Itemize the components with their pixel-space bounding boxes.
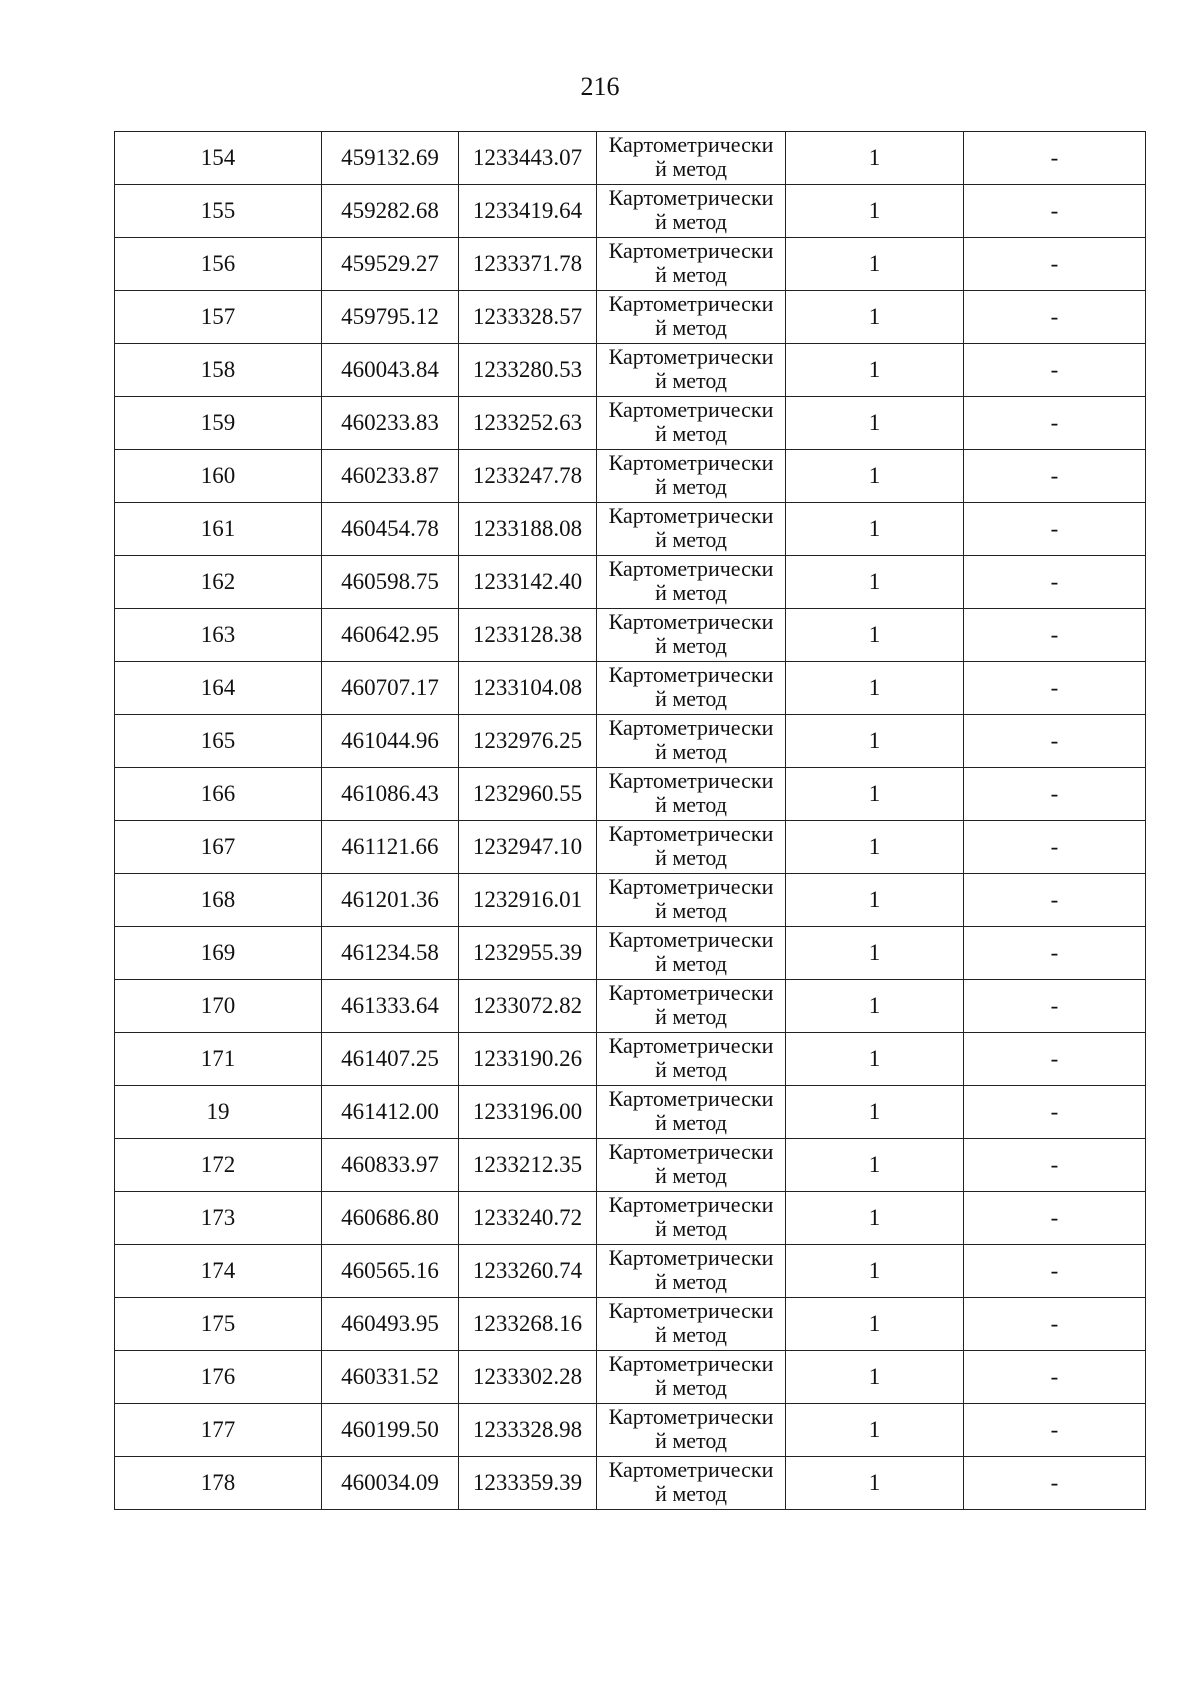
- method-text-line: Картометрически: [608, 450, 774, 475]
- y-coordinate-cell: 1233359.39: [459, 1457, 597, 1510]
- method-text-line: Картометрически: [608, 609, 774, 634]
- table-row: [115, 291, 1146, 344]
- method-text-line: Картометрически: [608, 1298, 774, 1323]
- y-coordinate-cell: 1233252.63: [459, 397, 597, 450]
- table-row: [115, 1139, 1146, 1192]
- note-cell: -: [964, 1139, 1146, 1192]
- x-coordinate-cell: 460233.87: [322, 450, 459, 503]
- method-cell: [597, 1245, 786, 1298]
- note-cell: -: [964, 1298, 1146, 1351]
- method-cell: [597, 1086, 786, 1139]
- method-text-line: й метод: [655, 792, 727, 817]
- point-number-cell: 165: [115, 715, 322, 768]
- method-text-line: Картометрически: [608, 1351, 774, 1376]
- method-text-line: Картометрически: [608, 821, 774, 846]
- method-text-line: Картометрически: [608, 874, 774, 899]
- accuracy-cell: 1: [786, 1457, 964, 1510]
- table-row: [115, 874, 1146, 927]
- y-coordinate-cell: 1233268.16: [459, 1298, 597, 1351]
- method-cell: [597, 980, 786, 1033]
- x-coordinate-cell: 461333.64: [322, 980, 459, 1033]
- method-text-line: Картометрически: [608, 1033, 774, 1058]
- accuracy-cell: 1: [786, 874, 964, 927]
- y-coordinate-cell: 1233212.35: [459, 1139, 597, 1192]
- x-coordinate-cell: 460686.80: [322, 1192, 459, 1245]
- x-coordinate-cell: 461201.36: [322, 874, 459, 927]
- method-text-line: й метод: [655, 845, 727, 870]
- accuracy-cell: 1: [786, 132, 964, 185]
- method-cell: [597, 662, 786, 715]
- accuracy-cell: 1: [786, 556, 964, 609]
- method-cell: [597, 1192, 786, 1245]
- table-row: [115, 344, 1146, 397]
- method-text-line: й метод: [655, 421, 727, 446]
- method-text-line: й метод: [655, 474, 727, 499]
- y-coordinate-cell: 1233072.82: [459, 980, 597, 1033]
- note-cell: -: [964, 1351, 1146, 1404]
- table-row: [115, 662, 1146, 715]
- note-cell: -: [964, 556, 1146, 609]
- note-cell: -: [964, 1404, 1146, 1457]
- point-number-cell: 156: [115, 238, 322, 291]
- table-row: [115, 1192, 1146, 1245]
- note-cell: -: [964, 132, 1146, 185]
- method-text-line: й метод: [655, 1057, 727, 1082]
- point-number-cell: 154: [115, 132, 322, 185]
- accuracy-cell: 1: [786, 344, 964, 397]
- method-text-line: й метод: [655, 1163, 727, 1188]
- method-text-line: Картометрически: [608, 1192, 774, 1217]
- point-number-cell: 166: [115, 768, 322, 821]
- x-coordinate-cell: 459132.69: [322, 132, 459, 185]
- accuracy-cell: 1: [786, 291, 964, 344]
- y-coordinate-cell: 1232960.55: [459, 768, 597, 821]
- point-number-cell: 164: [115, 662, 322, 715]
- table-row: [115, 503, 1146, 556]
- note-cell: -: [964, 238, 1146, 291]
- point-number-cell: 176: [115, 1351, 322, 1404]
- table-row: [115, 1457, 1146, 1510]
- y-coordinate-cell: 1233419.64: [459, 185, 597, 238]
- method-text-line: Картометрически: [608, 662, 774, 687]
- method-text-line: Картометрически: [608, 1086, 774, 1111]
- table-row: [115, 397, 1146, 450]
- accuracy-cell: 1: [786, 185, 964, 238]
- note-cell: -: [964, 1457, 1146, 1510]
- point-number-cell: 159: [115, 397, 322, 450]
- y-coordinate-cell: 1233188.08: [459, 503, 597, 556]
- note-cell: -: [964, 450, 1146, 503]
- method-cell: [597, 609, 786, 662]
- method-cell: [597, 1033, 786, 1086]
- method-text-line: Картометрически: [608, 1245, 774, 1270]
- y-coordinate-cell: 1233328.98: [459, 1404, 597, 1457]
- note-cell: -: [964, 185, 1146, 238]
- note-cell: -: [964, 291, 1146, 344]
- method-cell: [597, 1457, 786, 1510]
- method-cell: [597, 291, 786, 344]
- method-text-line: й метод: [655, 1216, 727, 1241]
- accuracy-cell: 1: [786, 715, 964, 768]
- y-coordinate-cell: 1233443.07: [459, 132, 597, 185]
- note-cell: -: [964, 609, 1146, 662]
- accuracy-cell: 1: [786, 609, 964, 662]
- note-cell: -: [964, 821, 1146, 874]
- method-text-line: й метод: [655, 315, 727, 340]
- accuracy-cell: 1: [786, 1245, 964, 1298]
- accuracy-cell: 1: [786, 1086, 964, 1139]
- table-body: [115, 132, 1146, 1510]
- point-number-cell: 171: [115, 1033, 322, 1086]
- method-cell: [597, 503, 786, 556]
- table-row: [115, 927, 1146, 980]
- method-text-line: Картометрически: [608, 344, 774, 369]
- point-number-cell: 160: [115, 450, 322, 503]
- note-cell: -: [964, 927, 1146, 980]
- note-cell: -: [964, 1086, 1146, 1139]
- y-coordinate-cell: 1233247.78: [459, 450, 597, 503]
- note-cell: -: [964, 715, 1146, 768]
- method-text-line: Картометрически: [608, 503, 774, 528]
- method-cell: [597, 1351, 786, 1404]
- accuracy-cell: 1: [786, 1139, 964, 1192]
- point-number-cell: 155: [115, 185, 322, 238]
- method-cell: [597, 715, 786, 768]
- accuracy-cell: 1: [786, 1404, 964, 1457]
- table-row: [115, 238, 1146, 291]
- accuracy-cell: 1: [786, 1351, 964, 1404]
- method-text-line: й метод: [655, 633, 727, 658]
- method-text-line: Картометрически: [608, 397, 774, 422]
- x-coordinate-cell: 460833.97: [322, 1139, 459, 1192]
- x-coordinate-cell: 461044.96: [322, 715, 459, 768]
- method-text-line: й метод: [655, 1481, 727, 1506]
- accuracy-cell: 1: [786, 1192, 964, 1245]
- point-number-cell: 161: [115, 503, 322, 556]
- x-coordinate-cell: 460642.95: [322, 609, 459, 662]
- method-cell: [597, 1139, 786, 1192]
- method-cell: [597, 185, 786, 238]
- accuracy-cell: 1: [786, 1298, 964, 1351]
- method-text-line: Картометрически: [608, 132, 774, 157]
- method-text-line: Картометрически: [608, 556, 774, 581]
- table-row: [115, 556, 1146, 609]
- method-text-line: Картометрически: [608, 768, 774, 793]
- x-coordinate-cell: 461121.66: [322, 821, 459, 874]
- y-coordinate-cell: 1233280.53: [459, 344, 597, 397]
- table-row: [115, 450, 1146, 503]
- table-row: [115, 1033, 1146, 1086]
- x-coordinate-cell: 460598.75: [322, 556, 459, 609]
- accuracy-cell: 1: [786, 821, 964, 874]
- point-number-cell: 172: [115, 1139, 322, 1192]
- table-row: [115, 980, 1146, 1033]
- accuracy-cell: 1: [786, 503, 964, 556]
- x-coordinate-cell: 460565.16: [322, 1245, 459, 1298]
- method-text-line: Картометрически: [608, 927, 774, 952]
- x-coordinate-cell: 459282.68: [322, 185, 459, 238]
- method-text-line: й метод: [655, 1110, 727, 1135]
- accuracy-cell: 1: [786, 1033, 964, 1086]
- method-text-line: Картометрически: [608, 980, 774, 1005]
- x-coordinate-cell: 460707.17: [322, 662, 459, 715]
- point-number-cell: 170: [115, 980, 322, 1033]
- table-row: [115, 1404, 1146, 1457]
- note-cell: -: [964, 1033, 1146, 1086]
- method-cell: [597, 132, 786, 185]
- method-text-line: й метод: [655, 686, 727, 711]
- point-number-cell: 163: [115, 609, 322, 662]
- x-coordinate-cell: 460034.09: [322, 1457, 459, 1510]
- method-text-line: Картометрически: [608, 185, 774, 210]
- y-coordinate-cell: 1233302.28: [459, 1351, 597, 1404]
- method-text-line: й метод: [655, 951, 727, 976]
- method-text-line: й метод: [655, 262, 727, 287]
- point-number-cell: 158: [115, 344, 322, 397]
- note-cell: -: [964, 1245, 1146, 1298]
- method-cell: [597, 238, 786, 291]
- x-coordinate-cell: 461412.00: [322, 1086, 459, 1139]
- method-cell: [597, 1298, 786, 1351]
- method-text-line: Картометрически: [608, 715, 774, 740]
- method-text-line: й метод: [655, 1004, 727, 1029]
- point-number-cell: 157: [115, 291, 322, 344]
- method-cell: [597, 768, 786, 821]
- x-coordinate-cell: 460331.52: [322, 1351, 459, 1404]
- x-coordinate-cell: 460043.84: [322, 344, 459, 397]
- method-cell: [597, 821, 786, 874]
- note-cell: -: [964, 397, 1146, 450]
- method-cell: [597, 874, 786, 927]
- x-coordinate-cell: 461407.25: [322, 1033, 459, 1086]
- table-row: [115, 185, 1146, 238]
- y-coordinate-cell: 1233142.40: [459, 556, 597, 609]
- y-coordinate-cell: 1233371.78: [459, 238, 597, 291]
- note-cell: -: [964, 344, 1146, 397]
- table-row: [115, 1351, 1146, 1404]
- method-text-line: Картометрически: [608, 291, 774, 316]
- method-cell: [597, 927, 786, 980]
- x-coordinate-cell: 460199.50: [322, 1404, 459, 1457]
- method-text-line: й метод: [655, 1375, 727, 1400]
- table-row: [115, 715, 1146, 768]
- method-text-line: й метод: [655, 368, 727, 393]
- point-number-cell: 169: [115, 927, 322, 980]
- accuracy-cell: 1: [786, 768, 964, 821]
- table-row: [115, 1086, 1146, 1139]
- accuracy-cell: 1: [786, 450, 964, 503]
- point-number-cell: 173: [115, 1192, 322, 1245]
- x-coordinate-cell: 461234.58: [322, 927, 459, 980]
- x-coordinate-cell: 460493.95: [322, 1298, 459, 1351]
- method-text-line: й метод: [655, 580, 727, 605]
- method-text-line: Картометрически: [608, 1457, 774, 1482]
- method-text-line: й метод: [655, 1322, 727, 1347]
- method-cell: [597, 450, 786, 503]
- point-number-cell: 178: [115, 1457, 322, 1510]
- table-row: [115, 768, 1146, 821]
- point-number-cell: 175: [115, 1298, 322, 1351]
- x-coordinate-cell: 459529.27: [322, 238, 459, 291]
- page-number: 216: [580, 72, 620, 101]
- x-coordinate-cell: 459795.12: [322, 291, 459, 344]
- method-text-line: Картометрически: [608, 1404, 774, 1429]
- table-row: [115, 821, 1146, 874]
- accuracy-cell: 1: [786, 238, 964, 291]
- x-coordinate-cell: 461086.43: [322, 768, 459, 821]
- y-coordinate-cell: 1233260.74: [459, 1245, 597, 1298]
- point-number-cell: 167: [115, 821, 322, 874]
- y-coordinate-cell: 1233328.57: [459, 291, 597, 344]
- table-row: [115, 609, 1146, 662]
- x-coordinate-cell: 460454.78: [322, 503, 459, 556]
- coordinates-table: [114, 131, 1146, 1510]
- accuracy-cell: 1: [786, 927, 964, 980]
- point-number-cell: 168: [115, 874, 322, 927]
- method-text-line: й метод: [655, 156, 727, 181]
- note-cell: -: [964, 503, 1146, 556]
- method-text-line: й метод: [655, 898, 727, 923]
- method-cell: [597, 556, 786, 609]
- note-cell: -: [964, 980, 1146, 1033]
- method-cell: [597, 1404, 786, 1457]
- note-cell: -: [964, 768, 1146, 821]
- y-coordinate-cell: 1232976.25: [459, 715, 597, 768]
- note-cell: -: [964, 1192, 1146, 1245]
- method-text-line: й метод: [655, 1428, 727, 1453]
- point-number-cell: 177: [115, 1404, 322, 1457]
- x-coordinate-cell: 460233.83: [322, 397, 459, 450]
- point-number-cell: 174: [115, 1245, 322, 1298]
- note-cell: -: [964, 874, 1146, 927]
- method-cell: [597, 344, 786, 397]
- y-coordinate-cell: 1233240.72: [459, 1192, 597, 1245]
- table-row: [115, 1245, 1146, 1298]
- accuracy-cell: 1: [786, 397, 964, 450]
- point-number-cell: 19: [115, 1086, 322, 1139]
- method-text-line: й метод: [655, 209, 727, 234]
- method-text-line: й метод: [655, 527, 727, 552]
- y-coordinate-cell: 1232916.01: [459, 874, 597, 927]
- method-text-line: й метод: [655, 739, 727, 764]
- y-coordinate-cell: 1233128.38: [459, 609, 597, 662]
- y-coordinate-cell: 1232955.39: [459, 927, 597, 980]
- method-text-line: й метод: [655, 1269, 727, 1294]
- note-cell: -: [964, 662, 1146, 715]
- y-coordinate-cell: 1233196.00: [459, 1086, 597, 1139]
- accuracy-cell: 1: [786, 662, 964, 715]
- method-text-line: Картометрически: [608, 1139, 774, 1164]
- y-coordinate-cell: 1233190.26: [459, 1033, 597, 1086]
- method-cell: [597, 397, 786, 450]
- method-text-line: Картометрически: [608, 238, 774, 263]
- table-row: [115, 132, 1146, 185]
- y-coordinate-cell: 1233104.08: [459, 662, 597, 715]
- accuracy-cell: 1: [786, 980, 964, 1033]
- table-row: [115, 1298, 1146, 1351]
- y-coordinate-cell: 1232947.10: [459, 821, 597, 874]
- point-number-cell: 162: [115, 556, 322, 609]
